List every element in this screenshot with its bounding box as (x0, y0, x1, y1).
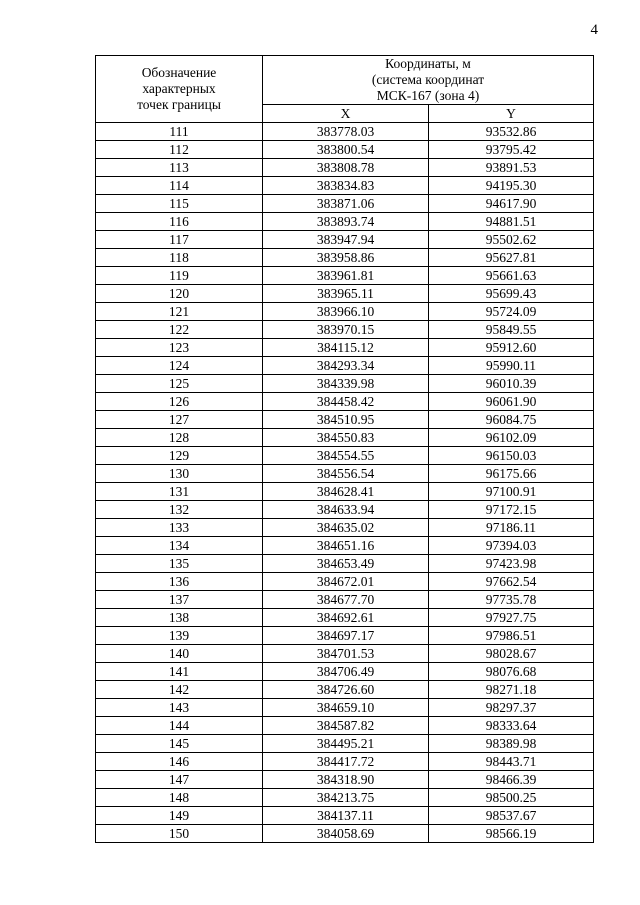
y-cell: 95699.43 (429, 285, 594, 303)
table-row (96, 609, 594, 627)
y-cell: 98500.25 (429, 789, 594, 807)
y-cell: 98076.68 (429, 663, 594, 681)
y-cell: 96175.66 (429, 465, 594, 483)
y-cell: 96010.39 (429, 375, 594, 393)
point-cell: 149 (96, 807, 263, 825)
header-y: Y (429, 105, 594, 123)
y-cell: 93891.53 (429, 159, 594, 177)
point-cell: 145 (96, 735, 263, 753)
y-cell: 97394.03 (429, 537, 594, 555)
table-row (96, 393, 594, 411)
point-cell: 133 (96, 519, 263, 537)
table-row (96, 339, 594, 357)
x-cell: 383800.54 (263, 141, 429, 159)
table-header (96, 56, 594, 123)
x-cell: 383961.81 (263, 267, 429, 285)
y-cell: 98443.71 (429, 753, 594, 771)
table-row (96, 429, 594, 447)
x-cell: 383834.83 (263, 177, 429, 195)
x-cell: 384635.02 (263, 519, 429, 537)
point-cell: 137 (96, 591, 263, 609)
point-cell: 117 (96, 231, 263, 249)
point-cell: 120 (96, 285, 263, 303)
table-row (96, 717, 594, 735)
table-row (96, 663, 594, 681)
x-cell: 384659.10 (263, 699, 429, 717)
table-row (96, 249, 594, 267)
table-row (96, 753, 594, 771)
y-cell: 98297.37 (429, 699, 594, 717)
point-cell: 124 (96, 357, 263, 375)
table-row (96, 681, 594, 699)
x-cell: 384339.98 (263, 375, 429, 393)
point-cell: 113 (96, 159, 263, 177)
y-cell: 97662.54 (429, 573, 594, 591)
table-row (96, 303, 594, 321)
point-cell: 115 (96, 195, 263, 213)
x-cell: 384692.61 (263, 609, 429, 627)
x-cell: 384458.42 (263, 393, 429, 411)
table-row (96, 519, 594, 537)
table-row (96, 141, 594, 159)
table-row (96, 321, 594, 339)
y-cell: 95990.11 (429, 357, 594, 375)
header-coordinates: Координаты, м (система координат МСК-167 (зона 4) (263, 56, 594, 105)
point-cell: 139 (96, 627, 263, 645)
y-cell: 97172.15 (429, 501, 594, 519)
y-cell: 96102.09 (429, 429, 594, 447)
point-cell: 125 (96, 375, 263, 393)
x-cell: 384115.12 (263, 339, 429, 357)
table-row (96, 159, 594, 177)
header-point-designation: Обозначение характерных точек границы (96, 56, 263, 123)
x-cell: 384318.90 (263, 771, 429, 789)
x-cell: 384628.41 (263, 483, 429, 501)
x-cell: 384137.11 (263, 807, 429, 825)
point-cell: 147 (96, 771, 263, 789)
table-row (96, 735, 594, 753)
y-cell: 93532.86 (429, 123, 594, 141)
table-row (96, 573, 594, 591)
x-cell: 383808.78 (263, 159, 429, 177)
y-cell: 98389.98 (429, 735, 594, 753)
point-cell: 146 (96, 753, 263, 771)
x-cell: 384556.54 (263, 465, 429, 483)
y-cell: 98333.64 (429, 717, 594, 735)
x-cell: 384587.82 (263, 717, 429, 735)
table-row (96, 591, 594, 609)
point-cell: 141 (96, 663, 263, 681)
x-cell: 383947.94 (263, 231, 429, 249)
x-cell: 384706.49 (263, 663, 429, 681)
y-cell: 95627.81 (429, 249, 594, 267)
header-x: X (263, 105, 429, 123)
y-cell: 97423.98 (429, 555, 594, 573)
y-cell: 96084.75 (429, 411, 594, 429)
point-cell: 135 (96, 555, 263, 573)
point-cell: 111 (96, 123, 263, 141)
table-row (96, 123, 594, 141)
table-row (96, 267, 594, 285)
y-cell: 95502.62 (429, 231, 594, 249)
y-cell: 94881.51 (429, 213, 594, 231)
table-row (96, 411, 594, 429)
point-cell: 121 (96, 303, 263, 321)
y-cell: 97927.75 (429, 609, 594, 627)
table-row (96, 501, 594, 519)
point-cell: 138 (96, 609, 263, 627)
table-row (96, 627, 594, 645)
page-number: 4 (590, 22, 598, 38)
y-cell: 98466.39 (429, 771, 594, 789)
point-cell: 134 (96, 537, 263, 555)
x-cell: 383958.86 (263, 249, 429, 267)
x-cell: 384633.94 (263, 501, 429, 519)
table-row (96, 195, 594, 213)
point-cell: 132 (96, 501, 263, 519)
point-cell: 123 (96, 339, 263, 357)
point-cell: 136 (96, 573, 263, 591)
x-cell: 384550.83 (263, 429, 429, 447)
x-cell: 384651.16 (263, 537, 429, 555)
y-cell: 95661.63 (429, 267, 594, 285)
x-cell: 383893.74 (263, 213, 429, 231)
point-cell: 122 (96, 321, 263, 339)
y-cell: 98537.67 (429, 807, 594, 825)
x-cell: 384495.21 (263, 735, 429, 753)
x-cell: 384653.49 (263, 555, 429, 573)
point-cell: 148 (96, 789, 263, 807)
point-cell: 131 (96, 483, 263, 501)
x-cell: 383778.03 (263, 123, 429, 141)
table-row (96, 375, 594, 393)
point-cell: 130 (96, 465, 263, 483)
y-cell: 96061.90 (429, 393, 594, 411)
coordinates-table (95, 55, 594, 843)
y-cell: 95724.09 (429, 303, 594, 321)
x-cell: 384510.95 (263, 411, 429, 429)
x-cell: 383970.15 (263, 321, 429, 339)
table-row (96, 807, 594, 825)
x-cell: 384293.34 (263, 357, 429, 375)
y-cell: 98271.18 (429, 681, 594, 699)
table-body (96, 123, 594, 843)
y-cell: 94617.90 (429, 195, 594, 213)
point-cell: 140 (96, 645, 263, 663)
x-cell: 384697.17 (263, 627, 429, 645)
x-cell: 383966.10 (263, 303, 429, 321)
point-cell: 114 (96, 177, 263, 195)
point-cell: 126 (96, 393, 263, 411)
y-cell: 94195.30 (429, 177, 594, 195)
point-cell: 142 (96, 681, 263, 699)
y-cell: 97100.91 (429, 483, 594, 501)
y-cell: 96150.03 (429, 447, 594, 465)
x-cell: 384677.70 (263, 591, 429, 609)
y-cell: 98028.67 (429, 645, 594, 663)
table-row (96, 213, 594, 231)
table-row (96, 285, 594, 303)
y-cell: 93795.42 (429, 141, 594, 159)
y-cell: 97735.78 (429, 591, 594, 609)
x-cell: 384726.60 (263, 681, 429, 699)
table-row (96, 645, 594, 663)
table-row (96, 555, 594, 573)
y-cell: 97186.11 (429, 519, 594, 537)
y-cell: 95912.60 (429, 339, 594, 357)
table-row (96, 771, 594, 789)
table-row (96, 789, 594, 807)
table-row (96, 537, 594, 555)
table-row (96, 177, 594, 195)
point-cell: 129 (96, 447, 263, 465)
point-cell: 116 (96, 213, 263, 231)
x-cell: 384554.55 (263, 447, 429, 465)
x-cell: 384701.53 (263, 645, 429, 663)
x-cell: 383871.06 (263, 195, 429, 213)
y-cell: 95849.55 (429, 321, 594, 339)
point-cell: 143 (96, 699, 263, 717)
x-cell: 384672.01 (263, 573, 429, 591)
table-row (96, 231, 594, 249)
x-cell: 384213.75 (263, 789, 429, 807)
table-row (96, 699, 594, 717)
y-cell: 98566.19 (429, 825, 594, 843)
table-row (96, 825, 594, 843)
x-cell: 384417.72 (263, 753, 429, 771)
point-cell: 150 (96, 825, 263, 843)
table-row (96, 447, 594, 465)
x-cell: 384058.69 (263, 825, 429, 843)
point-cell: 144 (96, 717, 263, 735)
table-row (96, 465, 594, 483)
point-cell: 118 (96, 249, 263, 267)
table-row (96, 483, 594, 501)
x-cell: 383965.11 (263, 285, 429, 303)
point-cell: 128 (96, 429, 263, 447)
point-cell: 119 (96, 267, 263, 285)
y-cell: 97986.51 (429, 627, 594, 645)
point-cell: 127 (96, 411, 263, 429)
table-row (96, 357, 594, 375)
point-cell: 112 (96, 141, 263, 159)
